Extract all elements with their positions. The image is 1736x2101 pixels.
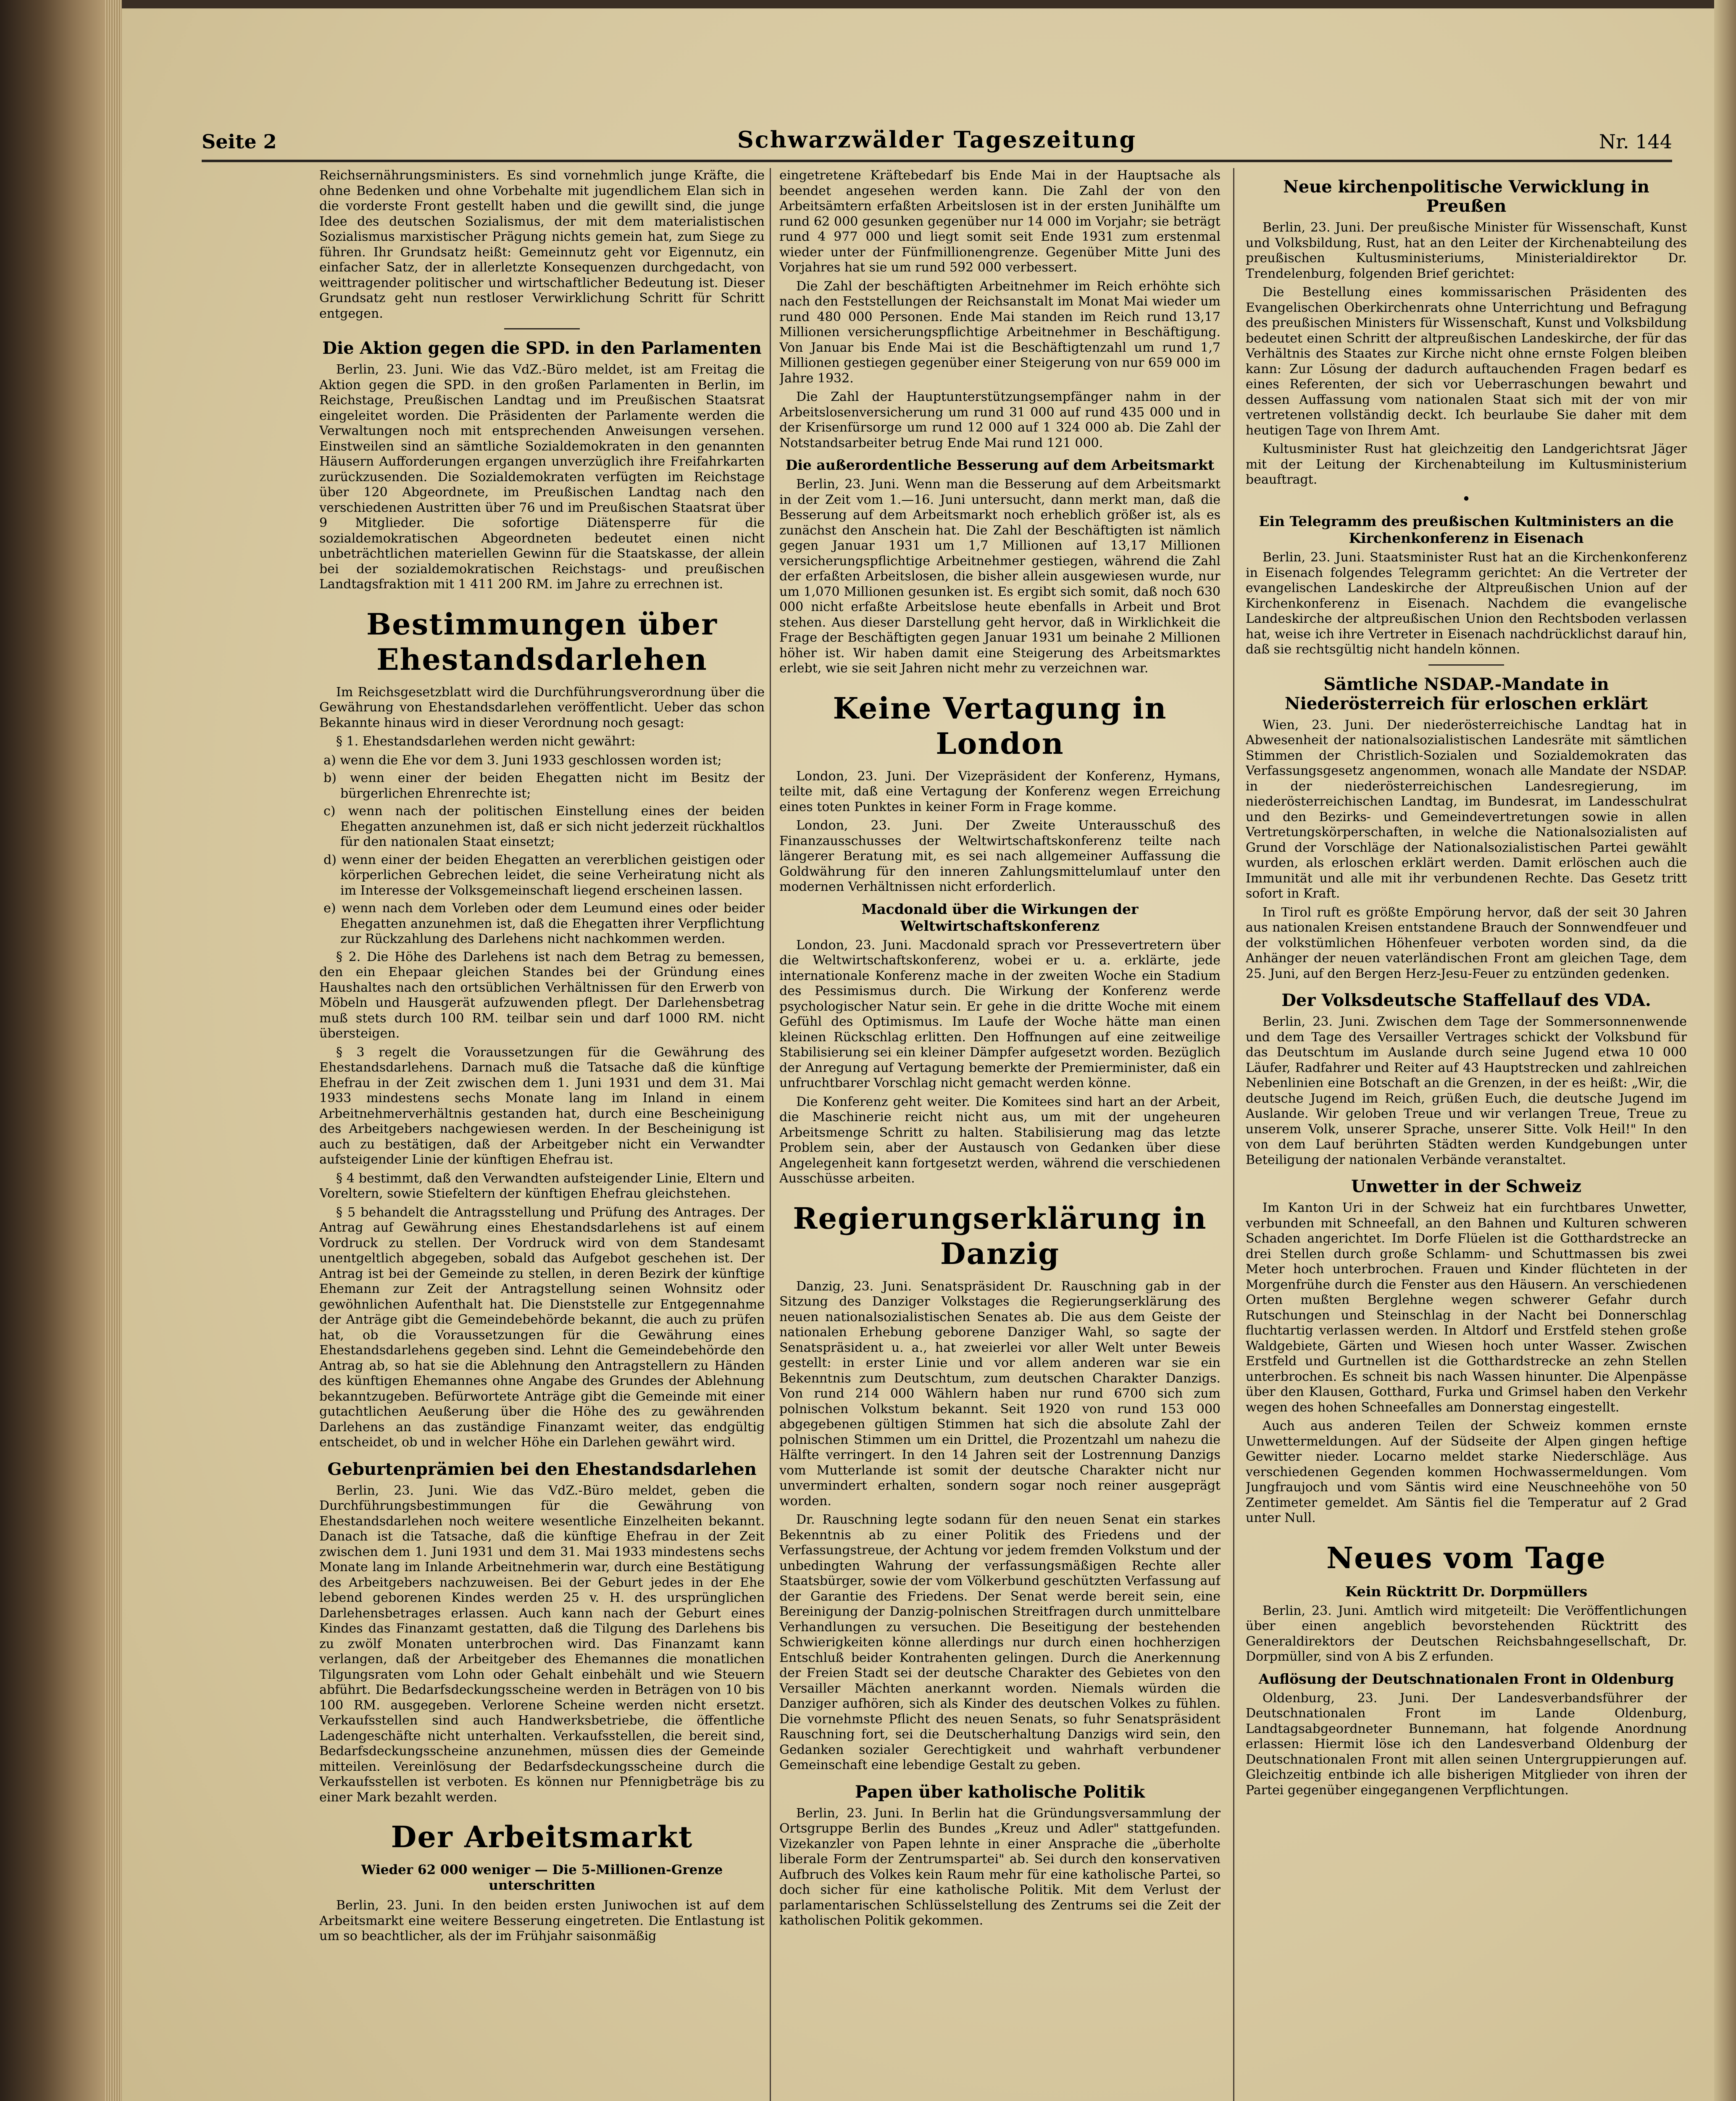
headline: Keine Vertagung in London xyxy=(833,690,1167,761)
article-text: London, 23. Juni. Der Zweite Unterausschuß des Finanzausschusses der Weltwirtschaftskonferenz teilte nach längerer Beratung mit, es sei nach allgemeiner Auffassung die Goldwährung für den inneren Zahlungsmittelumlauf unter den modernen Verhältnissen nicht erforderlich. xyxy=(779,818,1220,894)
page-number: Seite 2 xyxy=(202,130,277,153)
article-text: Kultusminister Rust hat gleichzeitig den Landgerichtsrat Jäger mit der Leitung der Kirchenabteilung im Kultusministerium beauftragt. xyxy=(1246,442,1687,487)
article-text: Wien, 23. Juni. Der niederösterreichische Landtag hat in Abwesenheit der nationalsozialistischen Landesräte mit sämtlichen Stimmen der Christlich-Sozialen und Sozialdemokraten das Verfassungsgesetz angenommen, wonach alle Mandate der NSDAP. in der niederösterreichischen Landesregierung, im niederösterreichischen Landtag, im Bundesrat, im Landesschulrat und den Bezirks- und Gemeindevertretungen sowie in allen Vertretungskörperschaften, in welche die Nationalsozialisten auf Grund der Vorschläge der Nationalsozialistischen Partei gewählt wurden, als erloschen erklärt werden. Damit erlöschen auch die Immunität und alle mit ihr verbundenen Rechte. Das Gesetz tritt sofort in Kraft. xyxy=(1246,717,1687,901)
headline: Unwetter in der Schweiz xyxy=(1351,1177,1581,1196)
separator xyxy=(1428,664,1504,666)
article-text: Die Konferenz geht weiter. Die Komitees sind hart an der Arbeit, die Maschinerie reicht nicht aus, um mit der ungeheuren Arbeitsmenge Schritt zu halten. Stabilisierung mag das letzte Problem sein, aber der Austausch von Gedanken über diese Angelegenheit kann fortgesetzt werden, während die verschiedenen Ausschüsse arbeiten. xyxy=(779,1094,1220,1186)
article-text: Berlin, 23. Juni. Staatsminister Rust hat an die Kirchenkonferenz in Eisenach folgendes Telegramm gerichtet: An die Vertreter der evangelischen Landeskirche der Altpreußischen Union auf der Kirchenkonferenz in Eisenach. Nachdem die evangelische Landeskirche der altpreußischen Union den Rechtsboden verlassen hat, weise ich ihre Vertreter in Eisenach nachdrücklichst darauf hin, daß sie rechtsgültig nicht handeln können. xyxy=(1246,550,1687,657)
list-item: a) wenn die Ehe vor dem 3. Juni 1933 geschlossen worden ist; xyxy=(324,753,722,768)
article-text: Die Zahl der beschäftigten Arbeitnehmer im Reich erhöhte sich nach den Feststellungen der Reichsanstalt im Monat Mai wieder um rund 480 000 Personen. Ende Mai standen im Reich rund 13,17 Millionen versicherungspflichtige Arbeitnehmer in Beschäftigung. Von Januar bis Ende Mai ist die Beschäftigtenzahl um rund 1,7 Millionen gestiegen gegenüber einer Steigerung von nur 659 000 im Jahre 1932. xyxy=(779,279,1220,386)
article-text: § 1. Ehestandsdarlehen werden nicht gewährt: xyxy=(336,734,636,749)
article-text: London, 23. Juni. Der Vizepräsident der Konferenz, Hymans, teilte mit, daß eine Vertagung der Konferenz wegen Erreichung eines toten Punktes in keiner Form in Frage komme. xyxy=(779,769,1220,814)
book-binding xyxy=(0,0,105,2101)
page-header xyxy=(202,122,1672,162)
article-text: Berlin, 23. Juni. Amtlich wird mitgeteilt: Die Veröffentlichungen über einen angeblich bevorstehenden Rücktritt des Generaldirektors der Deutschen Reichsbahngesellschaft, Dr. Dorpmüller, sind von A bis Z erfunden. xyxy=(1246,1603,1687,1664)
article-text: § 3 regelt die Voraussetzungen für die Gewährung des Ehestandsdarlehens. Darnach muß die Tatsache daß die künftige Ehefrau in der Zeit zwischen dem 1. Juni 1931 und dem 31. Mai 1933 mindestens sechs Monate lang im Inland in einem Arbeitnehmerverhältnis gestanden hat, durch eine Bescheinigung des Arbeitgebers nachgewiesen werden. In der Bescheinigung ist auch zu bestätigen, daß der Arbeitgeber nicht ein Verwandter aufsteigender Linie der künftigen Ehefrau ist. xyxy=(319,1045,765,1167)
headline: Bestimmungen über Ehestandsdarlehen xyxy=(366,606,718,677)
article-text: Reichsernährungsministers. Es sind vornehmlich junge Kräfte, die ohne Bedenken und ohne Vorbehalte mit jugendlichem Elan sich in die vorderste Front gestellt haben und die gewillt sind, die junge Idee des deutschen Sozialismus, der mit dem materialistischen Sozialismus marxistischer Prägung nichts gemein hat, zum Siege zu führen. Ihr Grundsatz heißt: Gemeinnutz geht vor Eigennutz, ein einfacher Satz, der in allerletzte Konsequenzen durchgedacht, von weittragender politischer und wirtschaftlicher Bedeutung ist. Dieser Grundsatz geht nun restloser Verwirklichung Schritt für Schritt entgegen. xyxy=(319,168,765,321)
headline: Die Aktion gegen die SPD. in den Parlamenten xyxy=(322,338,762,358)
headline: Regierungserklärung in Danzig xyxy=(793,1201,1207,1271)
issue-number: Nr. 144 xyxy=(1599,130,1672,153)
headline: Neues vom Tage xyxy=(1326,1540,1606,1575)
article-text: Berlin, 23. Juni. In den beiden ersten Juniwochen ist auf dem Arbeitsmarkt eine weitere Besserung eingetreten. Die Entlastung ist um so beachtlicher, als der im Frühjahr saisonmäßig xyxy=(319,1898,765,1943)
article-text: Berlin, 23. Juni. In Berlin hat die Gründungsversammlung der Ortsgruppe Berlin des Bundes „Kreuz und Adler" stattgefunden. Vizekanzler von Papen lehnte in einer Ansprache die „überholte liberale Form der Zentrumspartei" ab. Sei durch den konservativen Aufbruch des Volkes kein Raum mehr für eine katholische Partei, so doch sicher für eine katholische Politik. Mit dem Verlust der parlamentarischen Schlüsselstellung des Zentrums sei die Zeit der katholischen Politik gekommen. xyxy=(779,1806,1220,1928)
list-item: e) wenn nach dem Vorleben oder dem Leumund eines oder beider Ehegatten anzunehmen ist, daß die Ehegatten ihrer Verpflichtung zur Rückzahlung des Darlehens nicht nachkommen werden. xyxy=(324,901,765,946)
right-page-edge xyxy=(1714,0,1736,2101)
article-text: Oldenburg, 23. Juni. Der Landesverbandsführer der Deutschnationalen Front im Lande Oldenburg, Landtagsabgeordneter Bunnemann, hat folgende Anordnung erlassen: Hiermit löse ich den Landesverband Oldenburg der Deutschnationalen Front mit allen seinen Untergruppierungen auf. Gleichzeitig entbinde ich alle bisherigen Mitglieder von ihren der Partei gegenüber eingegangenen Verpflichtungen. xyxy=(1246,1690,1687,1798)
article-text: Die Bestellung eines kommissarischen Präsidenten des Evangelischen Oberkirchenrats ohne Unterrichtung und Befragung des preußischen Ministers für Wissenschaft, Kunst und Volksbildung bedeutet einen Schritt der altpreußischen Landeskirche, der für das Verhältnis des Staates zur Kirche nicht ohne ernste Folgen bleiben kann: Zur Lösung der dadurch auftauchenden Fragen bedarf es eines Referenten, der sich vor Ueberraschungen bewahrt und dessen Auffassung vom nationalen Staat sich mit der von mir vertretenen vollständig deckt. Ich beurlaube Sie daher mit dem heutigen Tage von Ihrem Amt. xyxy=(1246,285,1687,438)
subheadline: Wieder 62 000 weniger — Die 5-Millionen-Grenze unterschritten xyxy=(361,1862,723,1893)
article-text: London, 23. Juni. Macdonald sprach vor Pressevertretern über die Weltwirtschaftskonferenz, wobei er u. a. erklärte, jede internationale Konferenz mache in der zweiten Woche ein Stadium des Pessimismus durch. Die Wirkung der Konferenz werde psychologischer Natur sein. Er gehe in die dritte Woche mit einem Gefühl des Optimismus. Im Laufe der Woche hätte man einen kleinen Rückschlag erlitten. Den Hoffnungen auf eine zeitweilige Stabilisierung sei ein kleiner Dämpfer aufgesetzt worden. Bezüglich der Anregung auf Vertagung bemerkte der Premierminister, daß ein unfruchtbarer Vorschlag nicht gemacht werden könne. xyxy=(779,937,1220,1090)
article-text: Berlin, 23. Juni. Wie das VdZ.-Büro meldet, ist am Freitag die Aktion gegen die SPD. in den großen Parlamenten in Berlin, im Reichstage, Preußischen Landtag und im Preußischen Staatsrat eingeleitet worden. Die Präsidenten der Parlamente werden die Verwaltungen noch mit entsprechenden Anweisungen versehen. Einstweilen sind an sämtliche Sozialdemokraten in den genannten Häusern Aufforderungen ergangen unverzüglich ihre Freifahrkarten zurückzusenden. Die Sozialdemokraten verfügten im Reichstage über 120 Abgeordnete, im Preußischen Landtag nach den verschiedenen Austritten über 76 und im Preußischen Staatsrat über 9 Mitglieder. Die sofortige Diätensperre für die sozialdemokratischen Abgeordneten bedeutet einen nicht unbeträchtlichen materiellen Gewinn für die Staatskasse, der allein bei der sozialdemokratischen Reichstags- und preußischen Landtagsfraktion mit 1 411 200 RM. im Jahre zu errechnen ist. xyxy=(319,362,765,592)
article-text: In Tirol ruft es größte Empörung hervor, daß der seit 30 Jahren aus nationalen Kreisen entstandene Brauch der Sonnwendfeuer und der volkstümlichen Höhenfeuer verboten worden sind, da die Anhänger der neuen vaterländischen Front am gleichen Tage, dem 25. Juni, auf den Bergen Herz-Jesu-Feuer zu entzünden gedenken. xyxy=(1246,905,1687,981)
headline: Geburtenprämien bei den Ehestandsdarlehen xyxy=(327,1459,757,1479)
article-text: § 4 bestimmt, daß den Verwandten aufsteigender Linie, Eltern und Voreltern, sowie Stiefeltern der künftigen Ehefrau gleichstehen. xyxy=(319,1171,765,1201)
column-1 xyxy=(319,168,765,2101)
headline: Neue kirchenpolitische Verwicklung in Preußen xyxy=(1283,177,1649,216)
article-text: Berlin, 23. Juni. Wie das VdZ.-Büro meldet, geben die Durchführungsbestimmungen für die Gewährung von Ehestandsdarlehen noch weitere wesentliche Einzelheiten bekannt. Danach ist die Tatsache, daß die künftige Ehefrau in der Zeit zwischen dem 1. Juni 1931 und dem 31. Mai 1933 mindestens sechs Monate lang im Inlande Arbeitnehmerin war, durch eine Bestätigung des Arbeitgebers nachzuweisen. Bei der Geburt jedes in der Ehe lebend geborenen Kindes werden 25 v. H. des ursprünglichen Darlehensbetrages erlassen. Auch kann nach der Geburt eines Kindes das Finanzamt gestatten, daß die Tilgung des Darlehens bis zu zwölf Monaten unterbrochen wird. Das Finanzamt kann verlangen, daß der Arbeitgeber des Ehemannes die monatlichen Tilgungsraten vom Lohn oder Gehalt einbehält und wie Steuern abführt. Die Bedarfsdeckungsscheine werden in Beträgen von 10 bis 100 RM. ausgegeben. Verlorene Scheine werden nicht ersetzt. Verkaufsstellen sind auch Handwerksbetriebe, die öffentliche Ladengeschäfte nicht unterhalten. Verkaufsstellen, die bereit sind, Bedarfsdeckungsscheine anzunehmen, müssen dies der Gemeinde mitteilen. Vereinlösung der Bedarfsdeckungsscheine durch die Verkaufsstellen ist verboten. Es können nur Pfennigbeträge bis zu einer Mark bezahlt werden. xyxy=(319,1483,765,1805)
column-rule xyxy=(1233,168,1234,2101)
column-2 xyxy=(779,168,1220,2101)
headline: Kein Rücktritt Dr. Dorpmüllers xyxy=(1345,1583,1588,1600)
article-text: Die Zahl der Hauptunterstützungsempfänger nahm in der Arbeitslosenversicherung um rund 31 000 auf rund 435 000 und in der Krisenfürsorge um rund 12 000 auf 1 324 000 ab. Die Zahl der Notstandsarbeiter betrug Ende Mai rund 121 000. xyxy=(779,390,1220,450)
article-text: Auch aus anderen Teilen der Schweiz kommen ernste Unwettermeldungen. Auf der Südseite der Alpen gingen heftige Gewitter nieder. Locarno meldet starke Niederschläge. Aus verschiedenen Gegenden kommen Hochwassermeldungen. Vom Jungfraujoch und vom Säntis wird eine Neuschneehöhe von 50 Zentimeter gemeldet. Am Säntis fiel die Temperatur auf 2 Grad unter Null. xyxy=(1246,1419,1687,1525)
article-text: Berlin, 23. Juni. Zwischen dem Tage der Sommersonnenwende und dem Tage des Versailler Vertrages schickt der Volksbund für das Deutschtum im Auslande durch seine Jugend etwa 10 000 Läufer, Radfahrer und Reiter auf 43 Hauptstrecken und zahlreichen Nebenlinien eine Botschaft an die Grenzen, in der es heißt: „Wir, die deutsche Jugend im Reich, grüßen Euch, die deutsche Jugend im Auslande. Wir geloben Treue und wir verlangen Treue, Treue zu unserem Volk, unserer Sprache, unserer Sitte. Volk Heil!" In den von dem Lauf berührten Städten werden Kundgebungen unter Beteiligung der nationalen Verbände veranstaltet. xyxy=(1246,1014,1687,1167)
article-text: eingetretene Kräftebedarf bis Ende Mai in der Hauptsache als beendet angesehen werden kann. Die Zahl der von den Arbeitsämtern erfaßten Arbeitslosen ist in der ersten Junihälfte um rund 62 000 gesunken gegenüber nur 14 000 im Vorjahr; sie beträgt rund 4 977 000 und liegt somit seit Ende 1931 zum erstenmal wieder unter der Fünfmillionengrenze. Gegenüber Mitte Juni des Vorjahres hat sie um rund 592 000 verbessert. xyxy=(779,168,1220,275)
headline: Die außerordentliche Besserung auf dem Arbeitsmarkt xyxy=(785,457,1215,473)
article-text: Im Reichsgesetzblatt wird die Durchführungsverordnung über die Gewährung von Ehestandsdarlehen veröffentlicht. Ueber das schon Bekannte hinaus wird in dieser Verordnung noch gesagt: xyxy=(319,685,765,730)
list-item: b) wenn einer der beiden Ehegatten nicht im Besitz der bürgerlichen Ehrenrechte ist; xyxy=(324,771,765,801)
column-3 xyxy=(1246,168,1687,2101)
headline: Der Volksdeutsche Staffellauf des VDA. xyxy=(1281,990,1651,1010)
headline: Ein Telegramm des preußischen Kultministers an die Kirchenkonferenz in Eisenach xyxy=(1259,513,1674,546)
headline: Papen über katholische Politik xyxy=(855,1782,1145,1802)
bullet-separator: • xyxy=(1462,490,1471,508)
newspaper-title: Schwarzwälder Tageszeitung xyxy=(737,126,1137,153)
headline: Der Arbeitsmarkt xyxy=(391,1819,693,1854)
article-text: § 2. Die Höhe des Darlehens ist nach dem Betrag zu bemessen, den ein Ehepaar gleichen Standes bei der Gründung eines Haushaltes nach den ortsüblichen Verhältnissen für den Erwerb von Möbeln und Hausgerät aufzuwenden pflegt. Der Darlehensbetrag muß stets durch 100 RM. teilbar sein und darf 1000 RM. nicht übersteigen. xyxy=(319,949,765,1041)
page-stack-edge xyxy=(105,0,122,2101)
separator xyxy=(504,328,580,329)
article-text: Danzig, 23. Juni. Senatspräsident Dr. Rauschning gab in der Sitzung des Danziger Volkstages die Regierungserklärung des neuen nationalsozialistischen Senates ab. Die aus dem Geiste der nationalen Erhebung geborene Danziger Wahl, so sagte der Senatspräsident u. a., hat zweierlei vor aller Welt unter Beweis gestellt: in erster Linie und vor allem anderen war sie ein Bekenntnis zum Deutschtum, zum deutschen Charakter Danzigs. Von rund 214 000 Wählern haben nur rund 6700 sich zum polnischen Volkstum bekannt. Seit 1920 von rund 153 000 abgegebenen gültigen Stimmen hat sich die absolute Zahl der polnischen Stimmen um ein Drittel, die Prozentzahl um nahezu die Hälfte verringert. In den 14 Jahren seit der Lostrennung Danzigs vom Mutterlande ist somit der deutsche Charakter nicht nur unvermindert erhalten, sondern sogar noch reiner ausgeprägt worden. xyxy=(779,1279,1220,1509)
list-item: d) wenn einer der beiden Ehegatten an vererblichen geistigen oder körperlichen Gebrechen leidet, die seine Verheiratung nicht als im Interesse der Volksgemeinschaft liegend erscheinen lassen. xyxy=(324,852,765,898)
headline: Sämtliche NSDAP.-Mandate in Niederösterreich für erloschen erklärt xyxy=(1285,674,1648,713)
article-text: Berlin, 23. Juni. Der preußische Minister für Wissenschaft, Kunst und Volksbildung, Rust, hat an den Leiter der Kirchenabteilung des preußischen Kultusministeriums, Ministerialdirektor Dr. Trendelenburg, folgenden Brief gerichtet: xyxy=(1246,220,1687,281)
column-rule xyxy=(770,168,771,2101)
headline: Auflösung der Deutschnationalen Front in Oldenburg xyxy=(1258,1670,1674,1687)
headline: Macdonald über die Wirkungen der Weltwirtschaftskonferenz xyxy=(861,900,1139,934)
article-text: Berlin, 23. Juni. Wenn man die Besserung auf dem Arbeitsmarkt in der Zeit vom 1.—16. Juni untersucht, dann merkt man, daß die Besserung auf dem Arbeitsmarkt noch erheblich größer ist, als es zunächst den Anschein hat. Die Zahl der Beschäftigten ist nämlich gegen Januar 1931 um 1,7 Millionen auf 13,17 Millionen versicherungspflichtige Arbeitnehmer gestiegen, während die Zahl der erfaßten Arbeitslosen, die bisher allein ausgewiesen wurde, nur um 1,070 Millionen gesunken ist. Es ergibt sich somit, daß noch 630 000 nicht erfaßte Arbeitslose heute ebenfalls in Arbeit und Brot stehen. Aus dieser Darstellung geht hervor, daß in Wirklichkeit die Frage der Beschäftigten gegen Januar 1931 um beinahe 2 Millionen höher ist. Wir haben damit eine Steigerung des Arbeitsmarktes erlebt, wie sie seit Jahren nicht mehr zu verzeichnen war. xyxy=(779,477,1220,676)
article-text: § 5 behandelt die Antragsstellung und Prüfung des Antrages. Der Antrag auf Gewährung eines Ehestandsdarlehens ist auf einem Vordruck zu stellen. Der Vordruck wird von dem Standesamt unentgeltlich abgegeben, sobald das Aufgebot geschehen ist. Der Antrag ist bei der Gemeinde zu stellen, in deren Bezirk der künftige Ehemann zur Zeit der Antragstellung seinen Wohnsitz oder gewöhnlichen Aufenthalt hat. Die Dienststelle zur Entgegennahme der Anträge gibt die Gemeindebehörde bekannt, die auch zu prüfen hat, ob die Voraussetzungen für die Gewährung eines Ehestandsdarlehens gegeben sind. Lehnt die Gemeindebehörde den Antrag ab, so hat sie die Ablehnung den Antragstellern zu Händen des künftigen Ehemannes ohne Angabe des Grundes der Ablehnung bekanntzugeben. Befürwortete Anträge gibt die Gemeinde mit einer gutachtlichen Aeußerung über die Höhe des zu gewährenden Darlehens an das zuständige Finanzamt weiter, das endgültig entscheidet, ob und in welcher Höhe ein Darlehen gewährt wird. xyxy=(319,1205,765,1450)
list-item: c) wenn nach der politischen Einstellung eines der beiden Ehegatten anzunehmen ist, daß er sich nicht jederzeit rückhaltlos für den nationalen Staat einsetzt; xyxy=(324,804,765,849)
article-text: Dr. Rauschning legte sodann für den neuen Senat ein starkes Bekenntnis ab zu einer Politik des Friedens und der Verfassungstreue, der Achtung vor jedem fremden Volkstum und der unbedingten Wahrung der verfassungsmäßigen Rechte aller Staatsbürger, sowie der vom Völkerbund geschützten Verfassung auf der Garantie des Friedens. Der Senat werde bereit sein, eine Bereinigung der Danzig-polnischen Streitfragen durch unmittelbare Verhandlungen zu versuchen. Die Beseitigung der bestehenden Schwierigkeiten könne allerdings nur durch einen hochherzigen Entschluß beider Kontrahenten gelingen. Durch die Anerkennung der Freien Stadt sei der deutsche Charakter des Gebietes von den Versailler Mächten anerkannt worden. Niemals würden die Danziger aufhören, sich als Kinder des deutschen Volkes zu fühlen. Die vornehmste Pflicht des neuen Senats, so fuhr Senatspräsident Rauschning fort, sei die Deutscherhaltung Danzigs wird sein, den Gedanken sozialer Gerechtigkeit und wahrhaft verbundener Gemeinschaft eine lebendige Gestalt zu geben. xyxy=(779,1512,1220,1772)
article-text: Im Kanton Uri in der Schweiz hat ein furchtbares Unwetter, verbunden mit Schneefall, an den Bahnen und Kulturen schweren Schaden angerichtet. Im Dorfe Flüelen ist die Gotthardstrecke an drei Stellen durch große Schlamm- und Schuttmassen bis zwei Meter hoch unterbrochen. Frauen und Kinder flüchteten in der Morgenfrühe durch die Fenster aus den Häusern. An verschiedenen Orten mußten Berglehne wegen schwerer Gefahr durch Rutschungen und Steinschlag in der Nacht bei Donnerschlag fluchtartig verlassen werden. In Altdorf und Erstfeld stehen große Waldgebiete, Gärten und Wiesen hoch unter Wasser. Zwischen Erstfeld und Gurtnellen ist die Gotthardstrecke an zehn Stellen unterbrochen. Es schneit bis nach Wassen hinunter. Die Alpenpässe über den Klausen, Gotthard, Furka und Grimsel haben den Verkehr wegen des hohen Schneefalles am Donnerstag eingestellt. xyxy=(1246,1201,1687,1415)
